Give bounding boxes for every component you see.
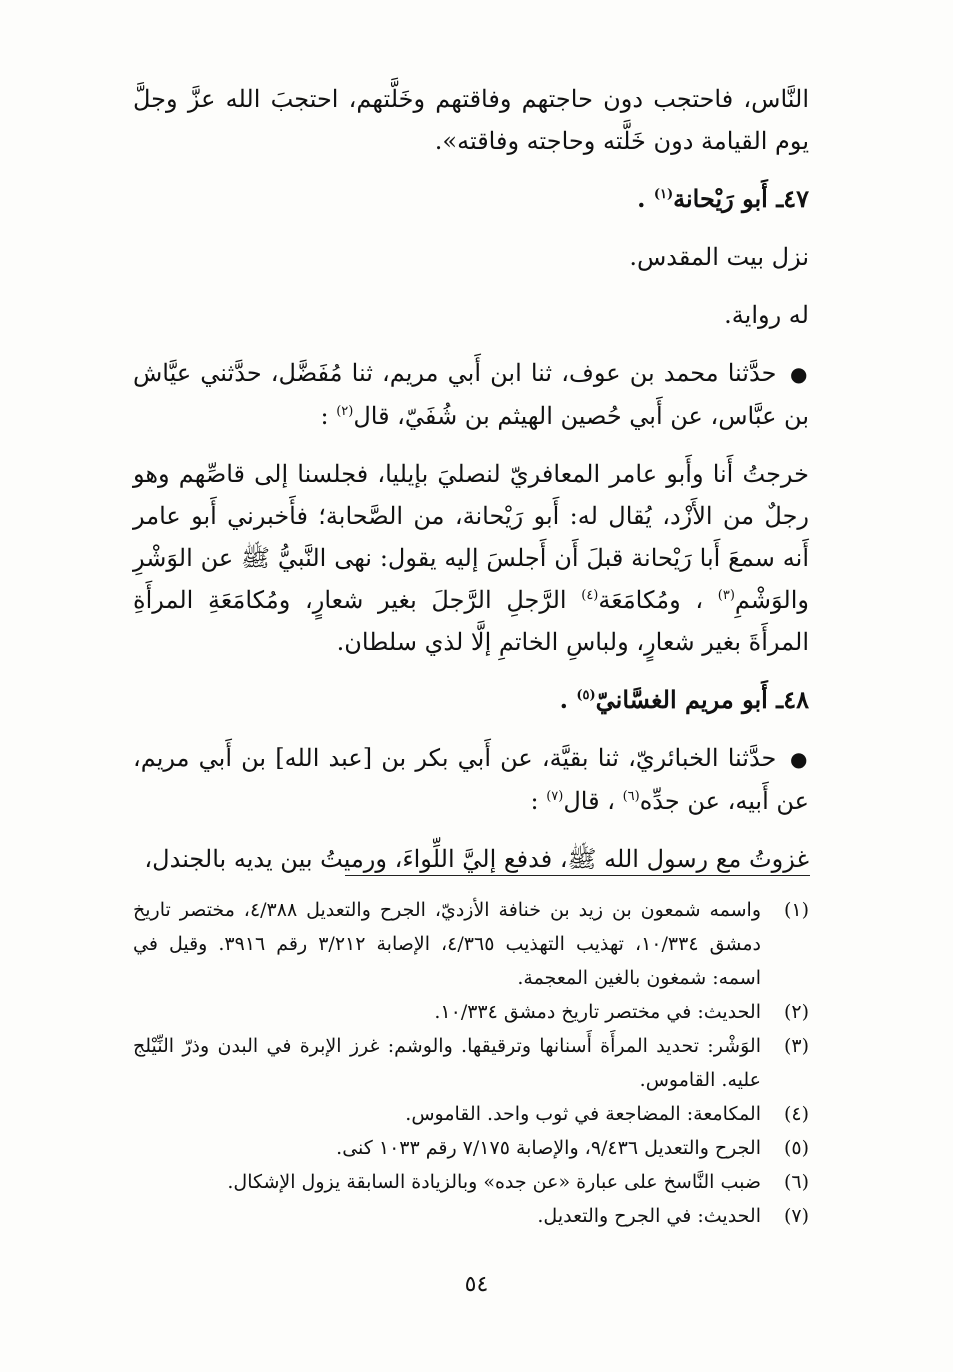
entry-heading-48-text: ٤٨ـ أَبو مريم الغسَّانيّ — [595, 685, 809, 714]
paragraph-6 — [133, 737, 809, 822]
paragraph-6-end: : — [530, 787, 547, 815]
footnote-7 — [133, 1199, 809, 1233]
paragraph-3 — [133, 294, 809, 336]
footnote-ref-1[interactable]: (١) — [653, 187, 674, 202]
footnote-number: (٥) — [783, 1137, 809, 1159]
footnote-text: الوَشْر: تحديد المرأَة أَسنانها وترقيقها. والوشم: غرز الإبرة في البدن وذرّ النِّيْلج عليه. القاموس. — [133, 1035, 761, 1091]
footnote-4 — [133, 1097, 809, 1131]
paragraph-7-text: غزوتُ مع رسول الله ﷺ، فدفع إليَّ اللِّواءَ، ورميتُ بين يديه بالجندل، — [144, 845, 809, 873]
footnotes — [133, 893, 809, 1233]
bullet-icon: ● — [790, 747, 810, 771]
footnote-ref-7[interactable]: (٧) — [546, 789, 564, 804]
footnote-5 — [133, 1131, 809, 1165]
paragraph-7 — [133, 838, 809, 880]
footnote-1 — [133, 893, 809, 995]
bullet-icon: ● — [790, 362, 809, 386]
footnote-6 — [133, 1165, 809, 1199]
footnote-ref-4[interactable]: (٤) — [581, 588, 599, 603]
footnote-number: (٣) — [783, 1035, 809, 1057]
paragraph-6-text-a: حدَّثنا الخبائريّ، ثنا بقيَّة، عن أَبي بكر بن [عبد الله] بن أَبي مريم، عن أَبيه، عن جدِّه — [133, 744, 809, 815]
paragraph-1 — [133, 78, 809, 162]
entry-heading-48-dot: . — [559, 685, 577, 714]
entry-heading-47-dot: . — [637, 184, 654, 213]
footnote-number: (١) — [783, 899, 809, 921]
paragraph-1-text: النَّاس، فاحتجب دون حاجتهم وفاقتهم وخَلَّتهم، احتجبَ الله عزَّ وجلَّ يوم القيامة دون خَلَّته وحاجته وفاقته». — [133, 85, 809, 155]
paragraph-5-text-a: خرجتُ أَنا وأَبو عامر المعافريّ لنصليَ بإيليا، فجلسنا إلى قاصِّهم وهو رجلٌ من الأَزْد، يُقال له: أَبو رَيْحانة، من الصَّحابة؛ فأَخبرني أَبو عامر أَنه سمعَ أَبا رَيْحانة قبلَ أَن أَجلسَ إليه يقول: نهى النَّبيُّ ﷺ عن الوَشْرِ والوَشْمِ — [133, 460, 809, 614]
footnote-2 — [133, 995, 809, 1029]
paragraph-3-text: له رواية. — [724, 301, 809, 329]
page-number: ٥٤ — [464, 1272, 489, 1297]
entry-heading-47-text: ٤٧ـ أَبو رَيْحانة — [673, 184, 809, 213]
footnote-text: المكامعة: المضاجعة في ثوب واحد. القاموس. — [405, 1103, 761, 1125]
paragraph-6-text-b: ، قال — [563, 787, 623, 815]
footnote-3 — [133, 1029, 809, 1097]
footnote-number: (٧) — [783, 1205, 809, 1227]
paragraph-5 — [133, 453, 809, 663]
footnote-ref-6[interactable]: (٦) — [622, 789, 640, 804]
paragraph-4 — [133, 352, 809, 437]
paragraph-5-text-b: ، ومُكامَعَة — [598, 586, 718, 614]
footnote-ref-2[interactable]: (٢) — [336, 404, 354, 419]
footnote-text: الحديث: في الجرح والتعديل. — [537, 1205, 761, 1227]
paragraph-5-text-c: الرَّجلِ الرَّجلَ بغير شعارٍ، ومُكامَعَةِ المرأَةِ المرأَةَ بغير شعارٍ، ولباسِ الخاتمِ إلَّا لذي سلطان. — [133, 586, 809, 656]
footnote-divider — [345, 875, 810, 876]
entry-heading-47 — [133, 178, 809, 220]
footnote-number: (٦) — [783, 1171, 809, 1193]
footnote-text: واسمه شمعون بن زيد بن خنافة الأزديّ، الجرح والتعديل ٤/٣٨٨، مختصر تاريخ دمشق ١٠/٣٣٤، تهذيب التهذيب ٤/٣٦٥، الإصابة ٣/٢١٢ رقم ٣٩١٦. وقيل في اسمه: شمغون بالغين المعجمة. — [133, 899, 761, 989]
paragraph-2 — [133, 236, 809, 278]
paragraph-4-end: : — [320, 402, 337, 430]
footnote-number: (٢) — [783, 1001, 809, 1023]
footnote-text: ضبب النَّاسخ على عبارة «عن جده» وبالزيادة السابقة يزول الإشكال. — [227, 1171, 761, 1193]
paragraph-4-text: حدَّثنا محمد بن عوف، ثنا ابن أَبي مريم، ثنا مُفَضَّل، حدَّثني عيَّاش بن عبَّاس، عن أَبي حُصين الهيثم بن شُفَيّ، قال — [133, 359, 809, 430]
main-text — [133, 78, 809, 896]
paragraph-2-text: نزل بيت المقدس. — [629, 243, 809, 271]
entry-heading-48 — [133, 679, 809, 721]
footnote-text: الحديث: في مختصر تاريخ دمشق ١٠/٣٣٤. — [434, 1001, 761, 1023]
footnote-text: الجرح والتعديل ٩/٤٣٦، والإصابة ٧/١٧٥ رقم ١٠٣٣ كنى. — [336, 1137, 761, 1159]
footnote-number: (٤) — [783, 1103, 809, 1125]
footnote-ref-3[interactable]: (٣) — [717, 588, 735, 603]
footnote-ref-5[interactable]: (٥) — [576, 688, 596, 703]
